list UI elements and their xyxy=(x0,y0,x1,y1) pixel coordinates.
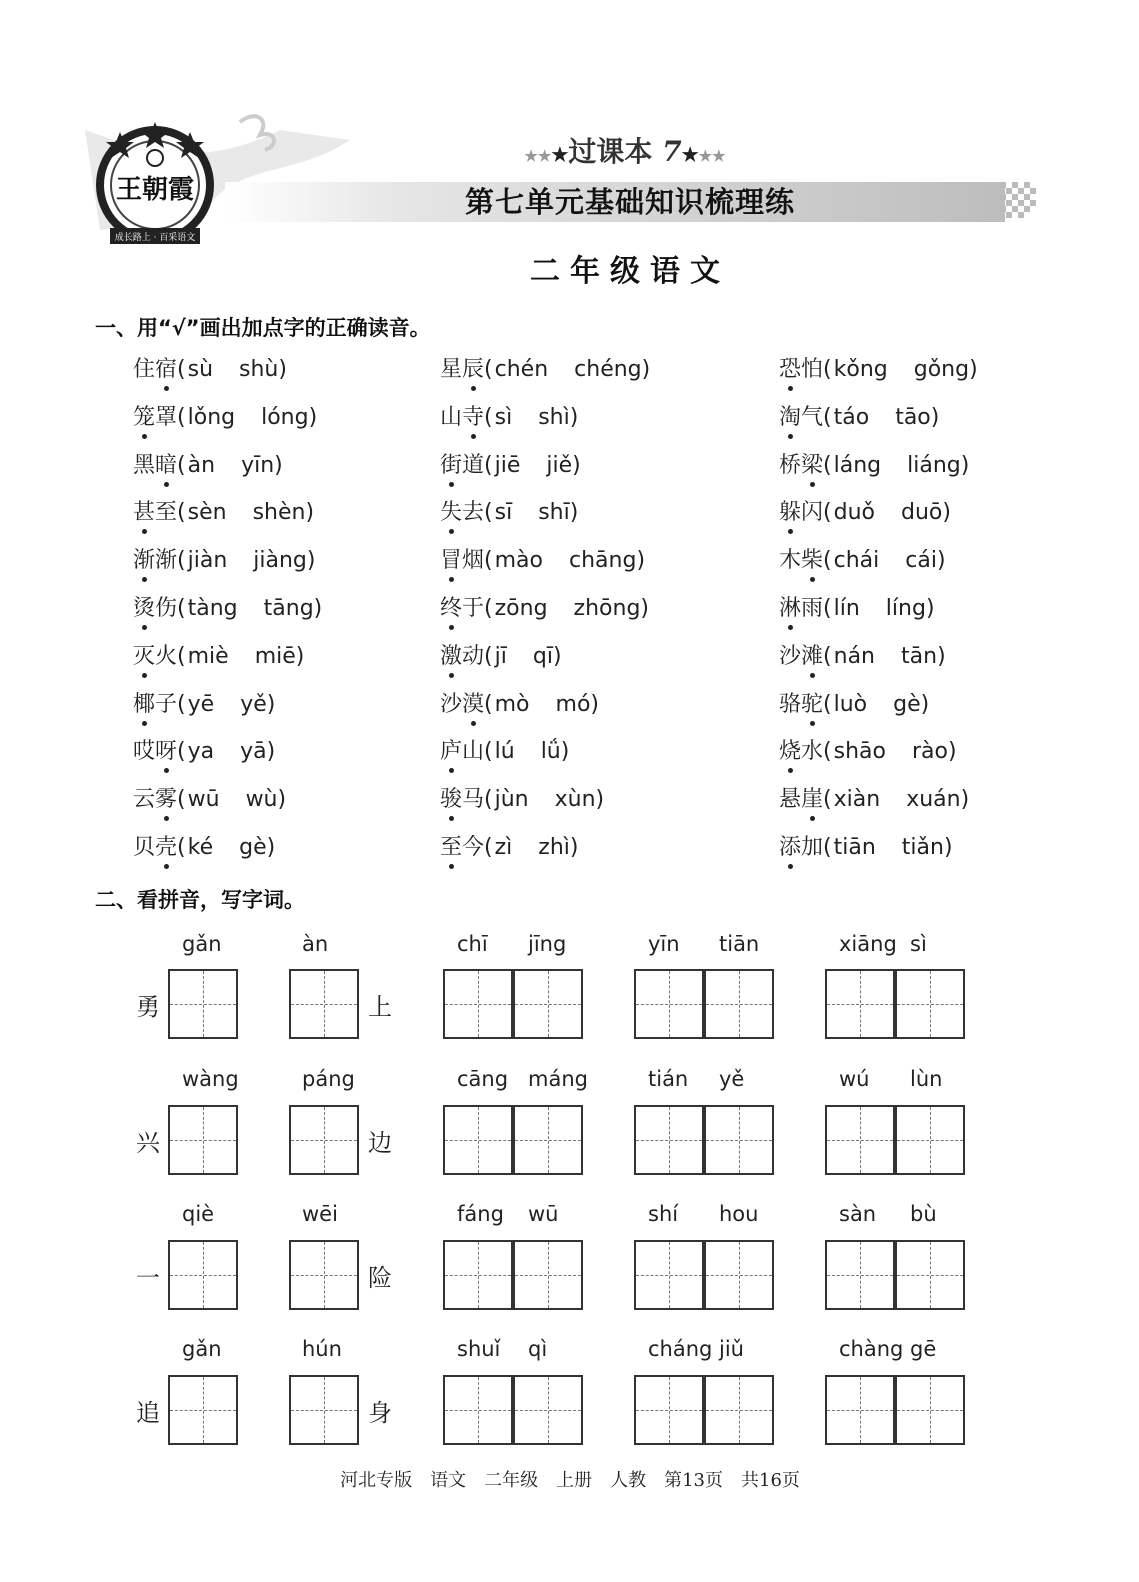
pinyin-option-1[interactable]: zì xyxy=(494,835,513,860)
writing-box[interactable] xyxy=(704,969,774,1039)
star-icon: ★ xyxy=(681,144,699,166)
pinyin-label: páng xyxy=(302,1067,355,1091)
pinyin-option-1[interactable]: láng xyxy=(833,452,882,478)
writing-box[interactable] xyxy=(443,1240,513,1310)
pinyin-option-2[interactable]: tāng xyxy=(263,596,314,621)
pinyin-option-2[interactable]: líng xyxy=(885,596,926,621)
reading-word: 云雾 xyxy=(133,787,178,813)
writing-box[interactable] xyxy=(168,1375,238,1445)
writing-box[interactable] xyxy=(895,1105,965,1175)
pinyin-label: jīng xyxy=(528,932,567,956)
reading-item: 贝壳(ké gè) xyxy=(133,835,276,860)
reading-word: 庐山 xyxy=(440,739,485,765)
reading-item: 沙滩(nán tān) xyxy=(779,643,946,669)
writing-box[interactable] xyxy=(513,969,583,1039)
pinyin-label: qì xyxy=(528,1337,548,1361)
pinyin-label: hou xyxy=(719,1202,759,1226)
pinyin-option-1[interactable]: kǒng xyxy=(833,357,888,382)
pinyin-option-2[interactable]: yā xyxy=(240,739,267,765)
reading-item: 淘气(táo tāo) xyxy=(779,404,940,430)
reading-item: 沙漠(mò mó) xyxy=(440,691,599,717)
star-icon: ★★ xyxy=(524,147,552,165)
reading-item: 骆驼(luò gè) xyxy=(779,691,930,717)
pinyin-label: máng xyxy=(528,1067,588,1091)
reading-word: 淘气 xyxy=(779,404,824,430)
pinyin-label: shí xyxy=(648,1202,679,1226)
given-char: 追 xyxy=(136,1399,160,1427)
pinyin-option-2[interactable]: shèn xyxy=(252,500,306,526)
pinyin-option-1[interactable]: ké xyxy=(187,835,214,860)
page-title: 第七单元基础知识梳理练 xyxy=(464,185,795,219)
reading-item: 哎呀(ya yā) xyxy=(133,739,276,765)
logo-tagline: 成长路上 · 百采语文 xyxy=(114,233,196,243)
reading-item: 激动(jī qī) xyxy=(440,643,562,669)
reading-word: 骆驼 xyxy=(779,691,824,717)
writing-box[interactable] xyxy=(895,1375,965,1445)
writing-box[interactable] xyxy=(443,1105,513,1175)
pinyin-label: lùn xyxy=(910,1067,943,1091)
writing-box[interactable] xyxy=(289,969,359,1039)
pinyin-label: hún xyxy=(302,1337,342,1361)
writing-box[interactable] xyxy=(289,1105,359,1175)
reading-word: 贝壳 xyxy=(133,835,178,860)
pinyin-option-2[interactable]: yě xyxy=(240,691,267,717)
pinyin-option-2[interactable]: tiǎn xyxy=(901,835,944,860)
pinyin-option-1[interactable]: yē xyxy=(187,691,215,717)
pinyin-option-1[interactable]: sì xyxy=(494,404,513,430)
pinyin-option-1[interactable]: jùn xyxy=(494,787,529,813)
reading-word: 至今 xyxy=(440,835,485,860)
pinyin-option-2[interactable]: lǘ xyxy=(540,739,561,765)
reading-word: 街道 xyxy=(440,452,485,478)
pinyin-option-2[interactable]: miē xyxy=(254,643,296,669)
reading-word: 激动 xyxy=(440,643,485,669)
checker-decoration xyxy=(1000,182,1038,222)
pinyin-label: jiǔ xyxy=(719,1337,744,1361)
writing-box[interactable] xyxy=(704,1240,774,1310)
pinyin-label: wú xyxy=(839,1067,870,1091)
reading-word: 终于 xyxy=(440,596,485,621)
reading-word: 恐怕 xyxy=(779,357,824,382)
pinyin-option-2[interactable]: gè xyxy=(893,691,921,717)
writing-box[interactable] xyxy=(168,969,238,1039)
writing-box[interactable] xyxy=(825,969,895,1039)
pinyin-option-2[interactable]: tān xyxy=(901,643,938,669)
pinyin-label: gǎn xyxy=(182,1337,222,1361)
reading-item: 甚至(sèn shèn) xyxy=(133,500,315,526)
pinyin-label: cāng xyxy=(457,1067,509,1091)
pinyin-option-1[interactable]: ya xyxy=(187,739,215,765)
reading-word: 甚至 xyxy=(133,500,178,526)
reading-item: 冒烟(mào chāng) xyxy=(440,548,646,574)
reading-word: 躲闪 xyxy=(779,500,824,526)
given-char: 兴 xyxy=(136,1129,160,1157)
reading-item: 笼罩(lǒng lóng) xyxy=(133,404,318,430)
pinyin-option-2[interactable]: gǒng xyxy=(913,357,970,382)
pinyin-option-1[interactable]: mò xyxy=(494,691,530,717)
pinyin-label: yě xyxy=(719,1067,745,1091)
reading-item: 星辰(chén chéng) xyxy=(440,357,651,382)
reading-item: 至今(zì zhì) xyxy=(440,835,579,860)
writing-box[interactable] xyxy=(443,1375,513,1445)
pinyin-option-2[interactable]: mó xyxy=(555,691,591,717)
reading-word: 淋雨 xyxy=(779,596,824,621)
logo-text: 王朝霞 xyxy=(115,175,195,204)
pinyin-option-2[interactable]: rào xyxy=(911,739,948,765)
pinyin-option-2[interactable]: duō xyxy=(901,500,943,526)
pinyin-option-2[interactable]: yīn xyxy=(241,452,275,478)
pinyin-option-2[interactable]: zhōng xyxy=(573,596,641,621)
pinyin-label: xiāng xyxy=(839,932,897,956)
pinyin-label: wū xyxy=(528,1202,559,1226)
pinyin-label: chàng xyxy=(839,1337,904,1361)
reading-word: 笼罩 xyxy=(133,404,178,430)
writing-box[interactable] xyxy=(289,1240,359,1310)
writing-box[interactable] xyxy=(443,969,513,1039)
pinyin-option-2[interactable]: shī xyxy=(538,500,570,526)
reading-word: 山寺 xyxy=(440,404,485,430)
section2-heading: 二、看拼音，写字词。 xyxy=(95,888,305,912)
pinyin-label: àn xyxy=(302,932,329,956)
pinyin-label: yīn xyxy=(648,932,680,956)
reading-word: 椰子 xyxy=(133,691,178,717)
given-char: 一 xyxy=(136,1264,160,1292)
writing-box[interactable] xyxy=(825,1240,895,1310)
pinyin-option-2[interactable]: lóng xyxy=(261,404,309,430)
pinyin-option-1[interactable]: jī xyxy=(494,643,507,669)
reading-word: 木柴 xyxy=(779,548,824,574)
reading-item: 渐渐(jiàn jiàng) xyxy=(133,548,316,574)
writing-box[interactable] xyxy=(704,1375,774,1445)
reading-item: 恐怕(kǒng gǒng) xyxy=(779,357,978,382)
reading-word: 烫伤 xyxy=(133,596,178,621)
pinyin-option-1[interactable]: mào xyxy=(494,548,543,574)
pinyin-option-1[interactable]: zōng xyxy=(494,596,548,621)
writing-box[interactable] xyxy=(634,1240,704,1310)
subject-title: 二年级语文 xyxy=(530,254,730,289)
reading-item: 黑暗(àn yīn) xyxy=(133,452,283,478)
reading-item: 终于(zōng zhōng) xyxy=(440,596,649,621)
pinyin-label: shuǐ xyxy=(457,1337,501,1361)
pinyin-option-2[interactable]: jiě xyxy=(546,452,573,478)
reading-word: 骏马 xyxy=(440,787,485,813)
reading-word: 桥梁 xyxy=(779,452,824,478)
given-char: 险 xyxy=(368,1264,392,1292)
pinyin-option-1[interactable]: wū xyxy=(187,787,220,813)
reading-word: 住宿 xyxy=(133,357,178,382)
pinyin-label: tiān xyxy=(719,932,760,956)
reading-item: 悬崖(xiàn xuán) xyxy=(779,787,970,813)
pinyin-label: fáng xyxy=(457,1202,504,1226)
writing-box[interactable] xyxy=(634,1105,704,1175)
reading-word: 渐渐 xyxy=(133,548,178,574)
pinyin-label: sàn xyxy=(839,1202,877,1226)
given-char: 身 xyxy=(368,1399,392,1427)
writing-box[interactable] xyxy=(825,1105,895,1175)
pinyin-option-2[interactable]: qī xyxy=(532,643,553,669)
writing-box[interactable] xyxy=(513,1240,583,1310)
pinyin-option-2[interactable]: chāng xyxy=(569,548,637,574)
reading-item: 烧水(shāo rào) xyxy=(779,739,957,765)
pinyin-option-1[interactable]: àn xyxy=(187,452,216,478)
pinyin-option-1[interactable]: sèn xyxy=(187,500,227,526)
reading-word: 失去 xyxy=(440,500,485,526)
reading-word: 沙漠 xyxy=(440,691,485,717)
writing-box[interactable] xyxy=(513,1375,583,1445)
reading-item: 街道(jiē jiě) xyxy=(440,452,581,478)
reading-item: 失去(sī shī) xyxy=(440,500,579,526)
writing-box[interactable] xyxy=(168,1240,238,1310)
pinyin-option-2[interactable]: shù xyxy=(239,357,279,382)
pinyin-option-1[interactable]: lǒng xyxy=(187,404,236,430)
reading-word: 星辰 xyxy=(440,357,485,382)
pinyin-option-1[interactable]: lín xyxy=(833,596,860,621)
pinyin-option-2[interactable]: tāo xyxy=(895,404,931,430)
reading-item: 躲闪(duǒ duō) xyxy=(779,500,951,526)
pinyin-option-1[interactable]: luò xyxy=(833,691,868,717)
pinyin-option-1[interactable]: táo xyxy=(833,404,870,430)
reading-word: 悬崖 xyxy=(779,787,824,813)
pinyin-label: tián xyxy=(648,1067,689,1091)
pinyin-option-2[interactable]: wù xyxy=(245,787,278,813)
given-char: 上 xyxy=(368,993,392,1021)
pinyin-option-1[interactable]: shāo xyxy=(833,739,886,765)
pinyin-option-1[interactable]: miè xyxy=(187,643,229,669)
given-char: 勇 xyxy=(136,993,160,1021)
pinyin-option-2[interactable]: cái xyxy=(905,548,937,574)
reading-word: 烧水 xyxy=(779,739,824,765)
page-footer: 河北专版 语文 二年级 上册 人教 第13页 共16页 xyxy=(340,1470,800,1491)
section1-heading: 一、用“√”画出加点字的正确读音。 xyxy=(95,316,431,340)
pinyin-label: qiè xyxy=(182,1202,215,1226)
pinyin-label: gē xyxy=(910,1337,937,1361)
reading-item: 椰子(yē yě) xyxy=(133,691,276,717)
reading-word: 沙滩 xyxy=(779,643,824,669)
writing-box[interactable] xyxy=(513,1105,583,1175)
pinyin-option-1[interactable]: tiān xyxy=(833,835,876,860)
star-icon: ★★ xyxy=(698,147,726,165)
reading-word: 黑暗 xyxy=(133,452,178,478)
pinyin-option-2[interactable]: jiàng xyxy=(253,548,307,574)
writing-box[interactable] xyxy=(704,1105,774,1175)
pinyin-option-1[interactable]: jiàn xyxy=(187,548,228,574)
reading-item: 木柴(chái cái) xyxy=(779,548,946,574)
reading-item: 烫伤(tàng tāng) xyxy=(133,596,323,621)
star-icon: ★ xyxy=(551,144,569,166)
pinyin-option-1[interactable]: tàng xyxy=(187,596,238,621)
series-text: 过课本 xyxy=(568,135,653,168)
pinyin-option-1[interactable]: lú xyxy=(494,739,515,765)
pinyin-option-1[interactable]: nán xyxy=(833,643,875,669)
writing-box[interactable] xyxy=(825,1375,895,1445)
pinyin-option-2[interactable]: gè xyxy=(239,835,267,860)
pinyin-label: wēi xyxy=(302,1202,338,1226)
reading-item: 灭火(miè miē) xyxy=(133,643,305,669)
writing-box[interactable] xyxy=(634,1375,704,1445)
reading-word: 添加 xyxy=(779,835,824,860)
reading-item: 山寺(sì shì) xyxy=(440,404,579,430)
reading-item: 添加(tiān tiǎn) xyxy=(779,835,953,860)
pinyin-option-1[interactable]: chái xyxy=(833,548,880,574)
reading-item: 云雾(wū wù) xyxy=(133,787,287,813)
pinyin-label: sì xyxy=(910,932,927,956)
reading-item: 住宿(sù shù) xyxy=(133,357,287,382)
pinyin-label: bù xyxy=(910,1202,937,1226)
pinyin-option-1[interactable]: xiàn xyxy=(833,787,881,813)
reading-item: 桥梁(láng liáng) xyxy=(779,452,970,478)
series-number: 7 xyxy=(662,135,682,168)
pinyin-option-1[interactable]: jiē xyxy=(494,452,521,478)
writing-box[interactable] xyxy=(895,1240,965,1310)
reading-word: 冒烟 xyxy=(440,548,485,574)
reading-item: 淋雨(lín líng) xyxy=(779,596,935,621)
pinyin-option-1[interactable]: sù xyxy=(187,357,214,382)
pinyin-option-2[interactable]: xuán xyxy=(906,787,961,813)
reading-item: 庐山(lú lǘ) xyxy=(440,739,570,765)
pinyin-option-1[interactable]: duǒ xyxy=(833,500,875,526)
reading-word: 哎呀 xyxy=(133,739,178,765)
writing-box[interactable] xyxy=(289,1375,359,1445)
writing-box[interactable] xyxy=(168,1105,238,1175)
reading-word: 灭火 xyxy=(133,643,178,669)
pinyin-option-2[interactable]: chéng xyxy=(574,357,642,382)
pinyin-option-1[interactable]: chén xyxy=(494,357,549,382)
series-label xyxy=(505,130,745,170)
pinyin-option-2[interactable]: xùn xyxy=(554,787,596,813)
pinyin-label: cháng xyxy=(648,1337,713,1361)
writing-box[interactable] xyxy=(634,969,704,1039)
pinyin-option-1[interactable]: sī xyxy=(494,500,513,526)
pinyin-option-2[interactable]: shì xyxy=(538,404,570,430)
pinyin-label: chī xyxy=(457,932,488,956)
given-char: 边 xyxy=(368,1129,392,1157)
writing-box[interactable] xyxy=(895,969,965,1039)
pinyin-label: gǎn xyxy=(182,932,222,956)
pinyin-option-2[interactable]: liáng xyxy=(907,452,961,478)
pinyin-label: wàng xyxy=(182,1067,239,1091)
pinyin-option-2[interactable]: zhì xyxy=(538,835,570,860)
reading-item: 骏马(jùn xùn) xyxy=(440,787,605,813)
